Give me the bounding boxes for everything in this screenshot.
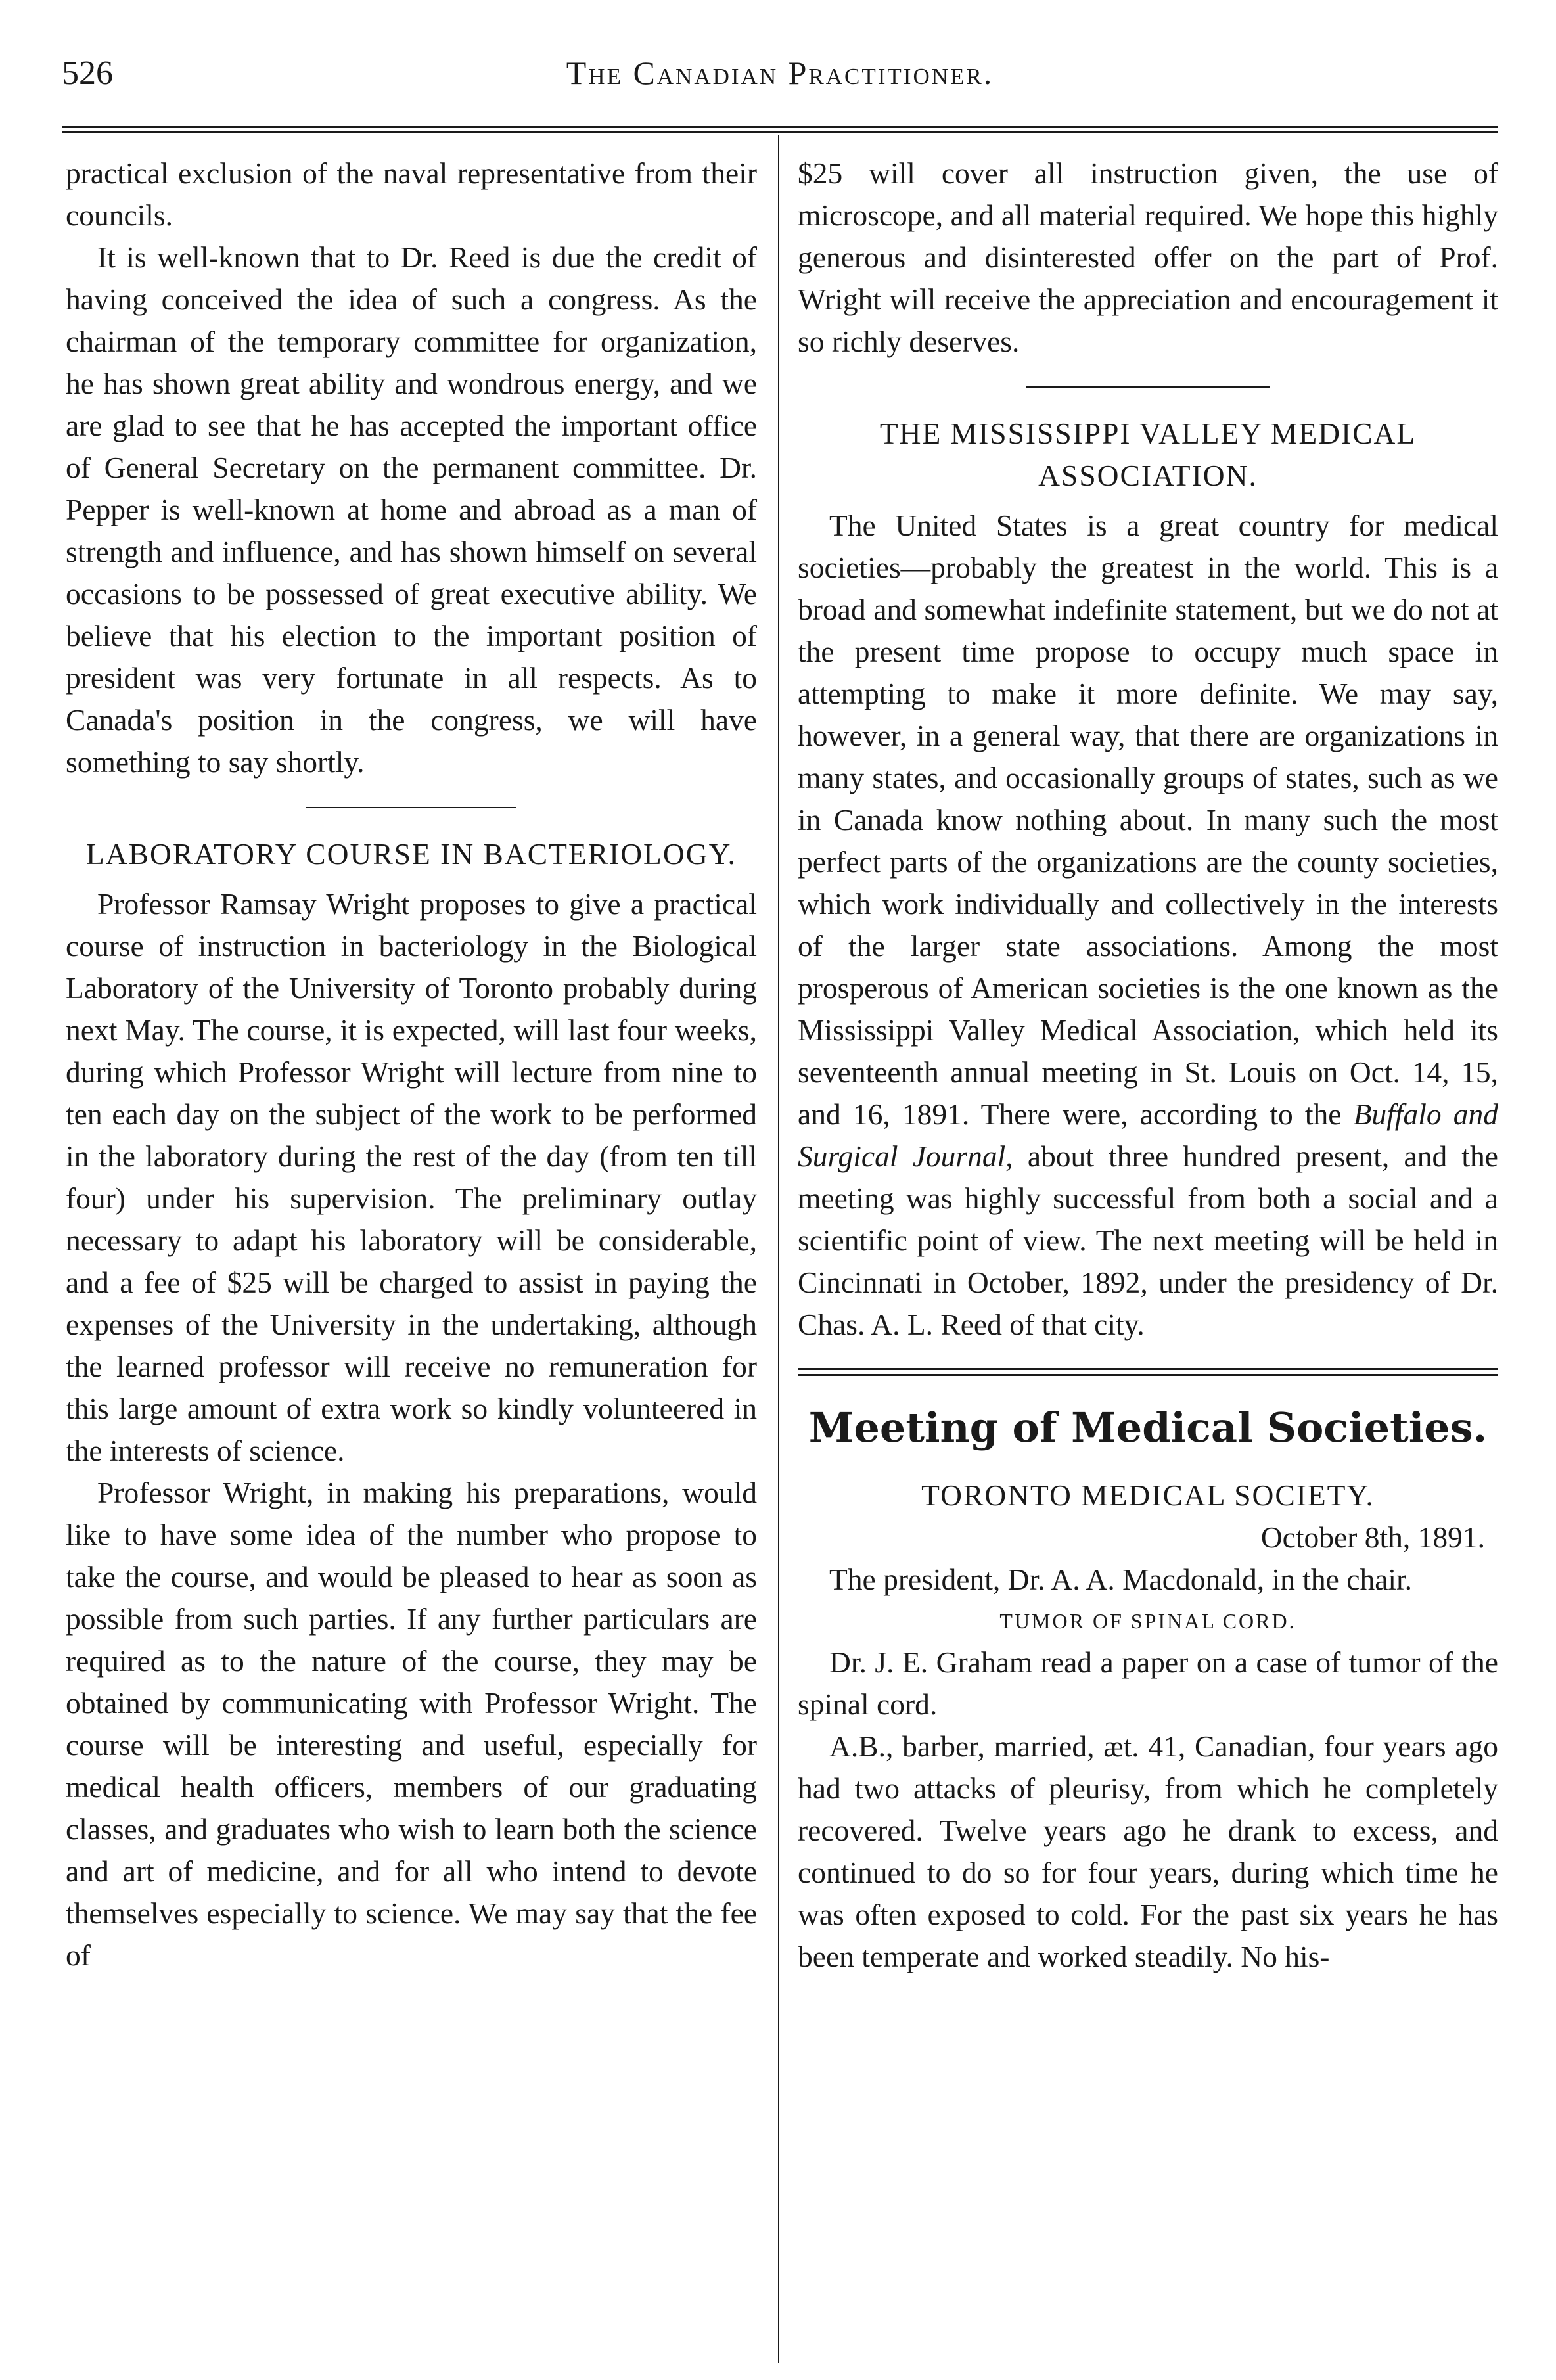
society-heading: TORONTO MEDICAL SOCIETY.	[921, 1478, 1375, 1512]
paragraph: Professor Ramsay Wright proposes to give a practical course of instruction in bacteriology in the Biological Laboratory of the University of Toronto probably during next May. The course, it is expected, will last four weeks, during which Professor Wright will lecture from nine to ten each day on the subject of the work to be performed in the laboratory during the rest of the day (from ten till four) under his supervision. The preliminary outlay necessary to adapt his laboratory will be considerable, and a fee of $25 will be charged to assist in paying the expenses of the University in the undertaking, although the learned professor will receive no remuneration for this large amount of extra work so kindly volunteered in the interests of science.	[66, 887, 757, 1467]
column-divider	[778, 135, 779, 2363]
subheading-tumor: TUMOR OF SPINAL CORD.	[999, 1609, 1296, 1633]
paragraph: It is well-known that to Dr. Reed is due the credit of having conceived the idea of such a congress. As the chairman of the temporary committee for organization, he has shown great ability and wondrous energy, and we are glad to see that he has accepted the important office of General Secretary on the permanent committee. Dr. Pepper is well-known at home and abroad as a man of strength and influence, and has shown himself on several occasions to be possessed of great executive ability. We believe that his election to the important position of president was very fortunate in all respects. As to Canada's position in the congress, we will have something to say shortly.	[66, 240, 757, 779]
meeting-date: October 8th, 1891.	[1260, 1521, 1485, 1554]
paragraph: A.B., barber, married, æt. 41, Canadian, four years ago had two attacks of pleurisy, from which he completely recovered. Twelve years ago he drank to excess, and continued to do so for four years, during which time he was often exposed to cold. For the past six years he has been temperate and worked steadily. No his-	[798, 1729, 1498, 1973]
page-header	[62, 47, 1498, 110]
paragraph: $25 will cover all instruction given, the use of microscope, and all material required. We hope this highly generous and disinterested offer on the part of Prof. Wright will receive the appreciation and encouragement it so richly deserves.	[798, 156, 1498, 358]
double-rule	[798, 1368, 1498, 1376]
paragraph: The president, Dr. A. A. Macdonald, in the chair.	[829, 1563, 1413, 1596]
page-number: 526	[62, 55, 113, 92]
left-column	[66, 152, 757, 1977]
header-rule-secondary	[62, 131, 1498, 133]
paragraph: Dr. J. E. Graham read a paper on a case of tumor of the spinal cord.	[798, 1645, 1498, 1721]
paragraph: practical exclusion of the naval representative from their councils.	[66, 156, 757, 232]
section-title: Meeting of Medical Societies.	[808, 1404, 1488, 1452]
right-column	[798, 152, 1498, 1978]
section-divider	[306, 807, 516, 808]
journal-title: Buffalo and Surgical Journal,	[798, 1097, 1499, 1173]
paragraph: Professor Wright, in making his preparations, would like to have some idea of the number who propose to take the course, and would be pleased to hear as soon as possible from such parties. If any further particulars are required as to the nature of the course, they may be obtained by communicating with Professor Wright. The course will be interesting and useful, especially for medical health officers, members of our graduating classes, and graduates who wish to learn both the science and art of medicine, and for all who intend to devote themselves especially to science. We may say that the fee of	[66, 1476, 757, 1972]
header-rule	[62, 126, 1498, 128]
section-heading-mississippi: THE MISSISSIPPI VALLEY MEDICAL ASSOCIATION.	[879, 417, 1417, 492]
section-divider	[1026, 386, 1270, 388]
paragraph: The United States is a great country for medical societies—probably the greatest in the world. This is a broad and somewhat indefinite statement, but we do not at the present time propose to occupy much space in attempting to make it more definite. We may say, however, in a general way, that there are organizations in many states, and occasionally groups of states, such as we in Canada know nothing about. In many such the most perfect parts of the organizations are the county societies, which work individually and collectively in the interests of the larger state associations. Among the most prosperous of American societies is the one known as the Mississippi Valley Medical Association, which held its seventeenth annual meeting in St. Louis on Oct. 14, 15, and 16, 1891. There were, according to the Buffalo and Surgical Journal, about three hundred present, and the meeting was highly successful from both a social and a scientific point of view. The next meeting will be held in Cincinnati in October, 1892, under the presidency of Dr. Chas. A. L. Reed of that city.	[798, 509, 1499, 1341]
running-title: The Canadian Practitioner.	[566, 55, 994, 91]
section-heading-bacteriology: LABORATORY COURSE IN BACTERIOLOGY.	[86, 837, 737, 871]
